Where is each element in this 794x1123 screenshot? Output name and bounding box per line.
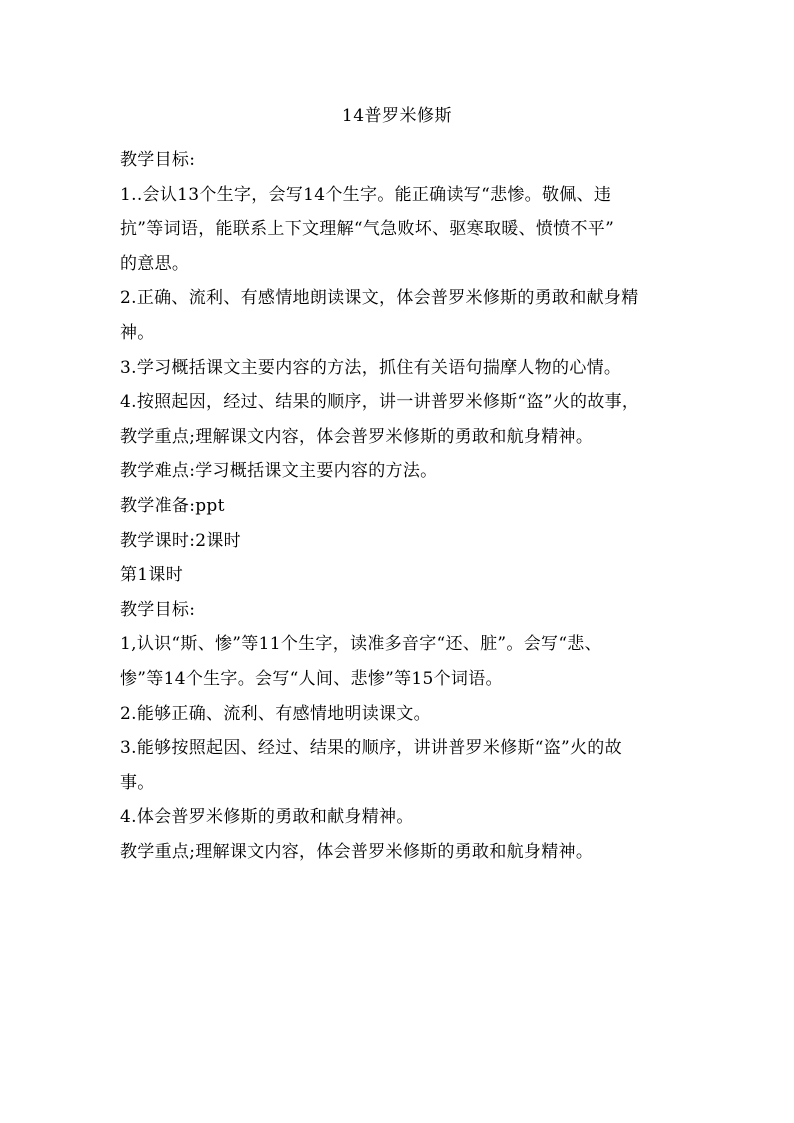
text-line: 3.能够按照起因、经过、结果的顺序，讲讲普罗米修斯“盗”火的故 [120, 738, 622, 759]
text-line: 第1课时 [120, 565, 184, 586]
text-line: 教学目标: [120, 150, 196, 170]
text-line: 3.学习概括课文主要内容的方法，抓住有关语句揣摩人物的心情。 [120, 357, 622, 378]
document-body [120, 143, 680, 869]
text-line: 教学难点:学习概括课文主要内容的方法。 [120, 461, 438, 482]
text-line: 2.能够正确、流利、有感情地明读课文。 [120, 703, 431, 724]
text-line: 抗”等词语，能联系上下文理解“气急败坏、驱寒取暖、愤愤不平” [120, 219, 615, 240]
text-line: 教学重点;理解课文内容，体会普罗米修斯的勇敢和航身精神。 [120, 841, 594, 862]
text-line: 1..会认13个生字，会写14个生字。能正确读写“悲惨。敬佩、违 [120, 184, 612, 205]
text-line: 教学准备:ppt [120, 495, 225, 516]
text-line: 的意思。 [120, 253, 190, 274]
text-line: 4.按照起因，经过、结果的顺序，讲一讲普罗米修斯“盗”火的故事， [120, 392, 640, 413]
text-line: 教学重点;理解课文内容，体会普罗米修斯的勇敢和航身精神。 [120, 426, 594, 447]
document-title: 14普罗米修斯 [341, 106, 453, 126]
text-line: 事。 [120, 772, 155, 793]
text-line: 神。 [120, 322, 155, 343]
text-line: 惨”等14个生字。会写“人间、悲惨”等15个词语。 [120, 668, 503, 689]
text-line: 4.体会普罗米修斯的勇敢和献身精神。 [120, 807, 414, 828]
text-line: 教学目标: [120, 599, 196, 620]
text-line: 1,认识“斯、惨”等11个生字，读准多音字“还、脏”。会写“悲、 [120, 634, 602, 655]
text-line: 2.正确、流利、有感情地朗读课文，体会普罗米修斯的勇敢和献身精 [120, 288, 639, 309]
text-line: 教学课时:2课时 [120, 530, 241, 551]
